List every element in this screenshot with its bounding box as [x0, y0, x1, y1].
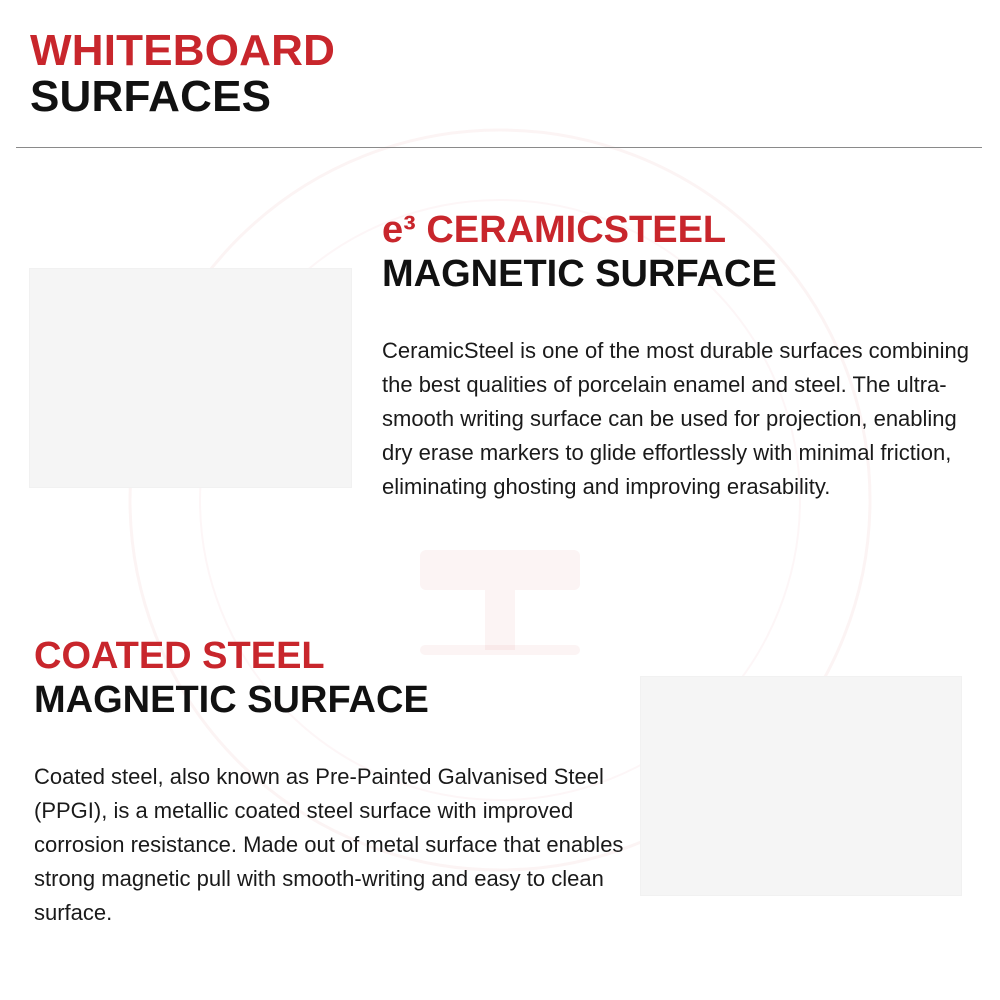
- ceramicsteel-description: CeramicSteel is one of the most durable surfaces combining the best qualities of porcelain enamel and steel. The ultra-smooth writing surface can be used for projection, enabling dry erase markers to glide effortlessly with minimal friction, eliminating ghosting and improving erasability.: [382, 338, 969, 499]
- coated-steel-surface-image: [640, 676, 962, 896]
- coated-steel-heading-red: COATED STEEL: [34, 635, 325, 677]
- ceramicsteel-surface-image: [29, 268, 352, 488]
- coated-steel-heading: [34, 634, 634, 722]
- ceramicsteel-heading-black: MAGNETIC SURFACE: [382, 253, 777, 295]
- page-title: [30, 28, 335, 120]
- coated-steel-description: Coated steel, also known as Pre-Painted Galvanised Steel (PPGI), is a metallic coated steel surface with improved corrosion resistance. Made out of metal surface that enables strong magnetic pull with smooth-writing and easy to clean surface.: [34, 764, 624, 925]
- coated-steel-heading-black: MAGNETIC SURFACE: [34, 679, 429, 721]
- header-divider: [16, 147, 982, 148]
- ceramicsteel-section: [382, 208, 982, 504]
- page-title-line1: WHITEBOARD: [30, 26, 336, 75]
- coated-steel-section: [34, 634, 634, 930]
- page-title-line2: SURFACES: [30, 72, 272, 121]
- ceramicsteel-heading: [382, 208, 982, 296]
- ceramicsteel-heading-red: e³ CERAMICSTEEL: [382, 209, 727, 251]
